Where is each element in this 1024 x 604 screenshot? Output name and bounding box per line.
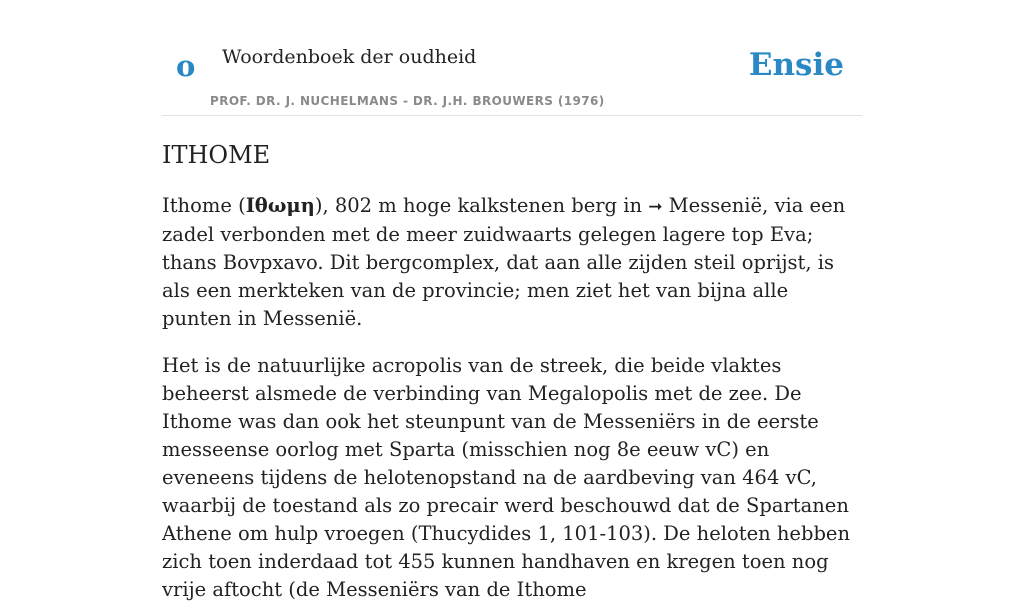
- paragraph-text: ), 802 m hoge kalkstenen berg in: [314, 194, 649, 217]
- book-authors: PROF. DR. J. NUCHELMANS - DR. J.H. BROUWERS (1976): [210, 94, 605, 108]
- letter-marker[interactable]: o: [176, 49, 196, 83]
- brand-logo[interactable]: Ensie: [748, 47, 844, 83]
- book-header: [162, 0, 862, 116]
- entry-paragraph: [162, 192, 862, 333]
- article-container: [162, 0, 862, 604]
- entry-title: ITHOME: [162, 141, 271, 169]
- greek-term: Ιθωμη: [245, 194, 315, 217]
- paragraph-text: Ithome (: [162, 194, 246, 217]
- book-title[interactable]: Woordenboek der oudheid: [222, 46, 477, 68]
- entry-paragraph: Het is de natuurlijke acropolis van de streek, die beide vlaktes beheerst alsmede de verbinding van Megalopolis met de zee. De Ithome was dan ook het steunpunt van de Messeniërs in de eerste messeense oorlog met Sparta (misschien nog 8e eeuw vC) en eveneens tijdens de helotenopstand na de aardbeving van 464 vC, waarbij de toestand als zo precair werd beschouwd dat de Spartanen Athene om hulp vroegen (Thucydides 1, 101-103). De heloten hebben zich toen inderdaad tot 455 kunnen handhaven en kregen toen nog vrije aftocht (de Messeniërs van de Ithome: [162, 354, 851, 601]
- paragraph-text: Messenië, via een zadel verbonden met de meer zuidwaarts gelegen lagere top Eva; thans Bovpxavo. Dit bergcomplex, dat aan alle zijden steil oprijst, is als een merkteken van de provincie; men ziet het van bijna alle punten in Messenië.: [162, 194, 846, 330]
- cross-reference-arrow-icon: ➞: [648, 197, 663, 217]
